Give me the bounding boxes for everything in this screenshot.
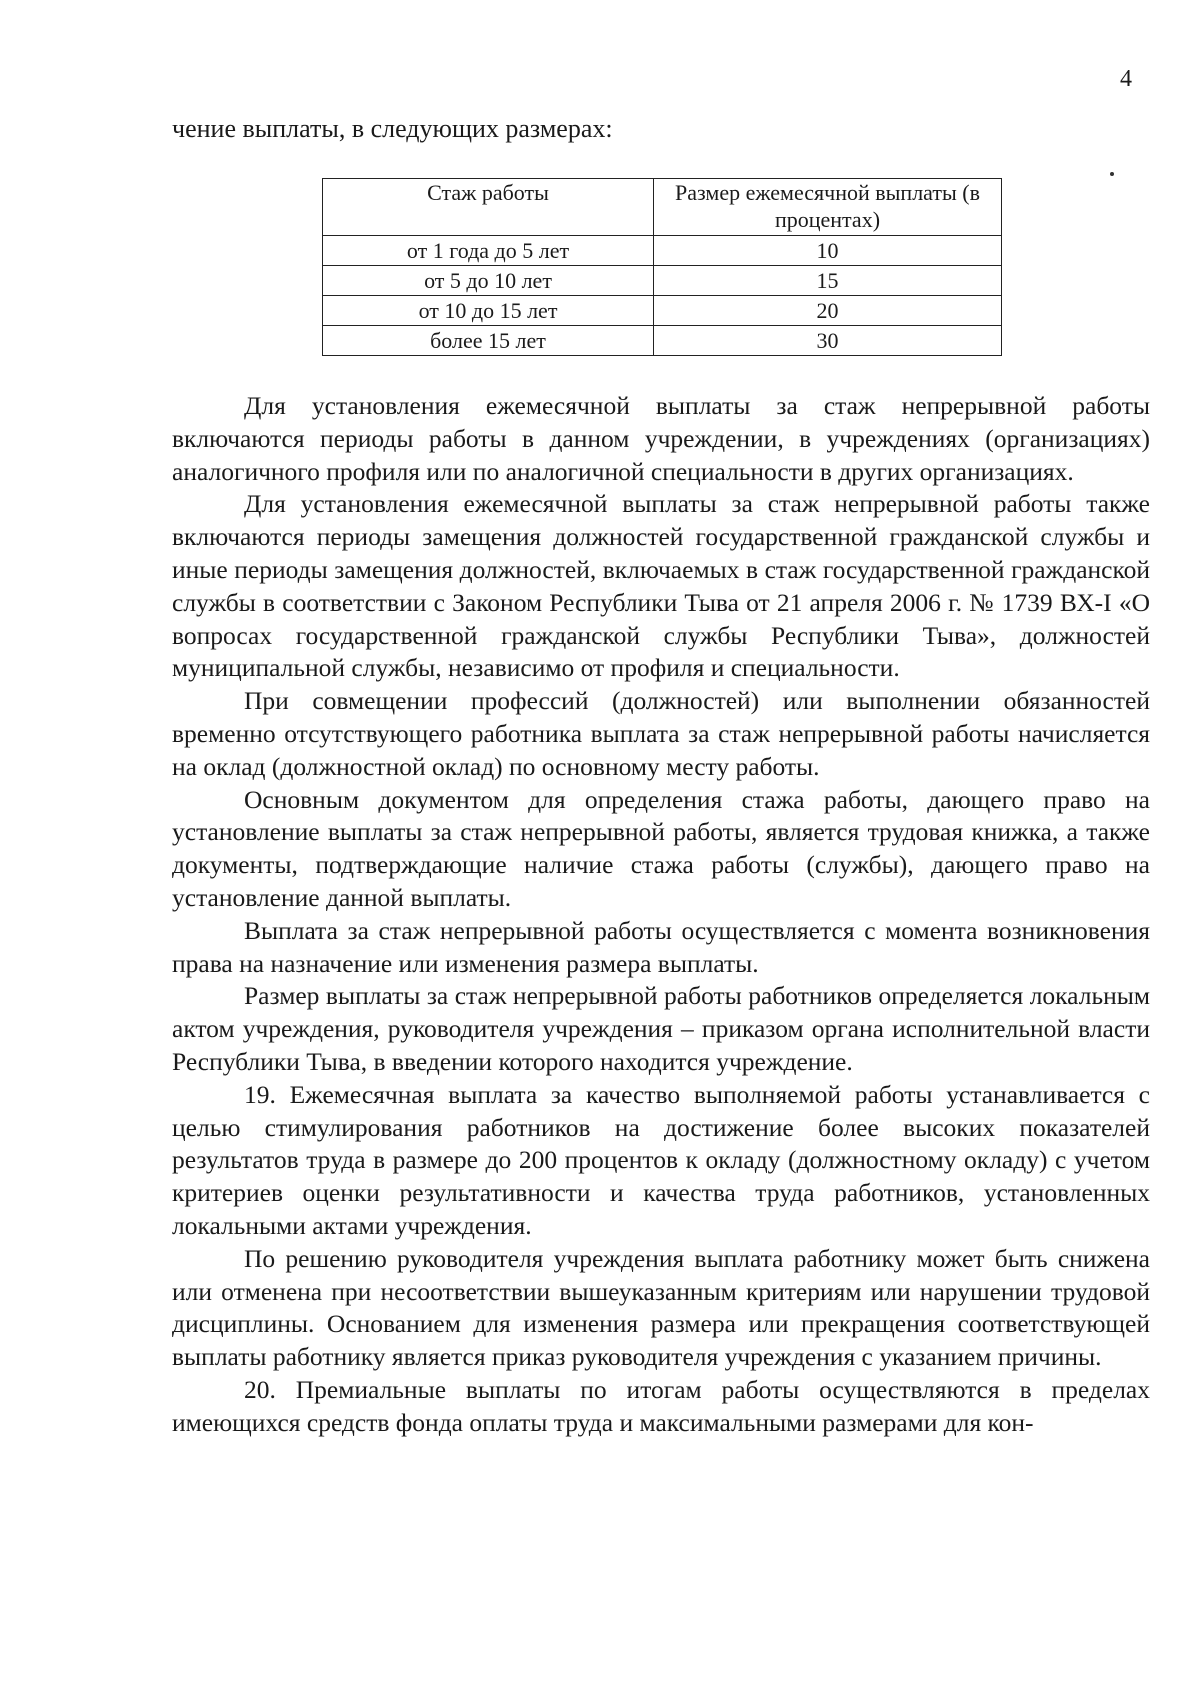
table-header-row	[323, 179, 1002, 236]
cell-percent: 20	[654, 296, 1002, 326]
cell-stage: от 1 года до 5 лет	[323, 236, 654, 266]
table-row	[323, 236, 1002, 266]
paragraph-item-19: 19. Ежемесячная выплата за качество выполняемой работы устанавливается с целью стимулирования работников на достижение более высоких показателей результатов труда в размере до 200 процентов к окладу (должностному окладу) с учетом критериев оценки результативности и качества труда работников, установленных локальными актами учреждения.	[172, 1079, 1150, 1240]
seniority-payment-table	[322, 178, 1002, 356]
paragraph-item-20: 20. Премиальные выплаты по итогам работы осуществляются в пределах имеющихся средств фонда оплаты труда и максимальными размерами для кон-	[172, 1374, 1150, 1437]
table-row	[323, 266, 1002, 296]
header-stage: Стаж работы	[323, 179, 654, 236]
cell-stage: от 10 до 15 лет	[323, 296, 654, 326]
paragraph-periods-included: Для установления ежемесячной выплаты за стаж непрерывной работы включаются периоды работы в данном учреждении, в учреждениях (организациях) аналогичного профиля или по аналогичной специальности в других организациях.	[172, 391, 1150, 486]
page-number: 4	[1120, 66, 1132, 92]
scan-speck	[1110, 172, 1114, 176]
cell-percent: 10	[654, 236, 1002, 266]
document-body	[172, 390, 1150, 1440]
table-row	[323, 296, 1002, 326]
intro-line: чение выплаты, в следующих размерах:	[172, 114, 613, 143]
header-percent: Размер ежемесячной выплаты (в процентах)	[654, 179, 1002, 236]
cell-stage: от 5 до 10 лет	[323, 266, 654, 296]
paragraph-combination: При совмещении профессий (должностей) или выполнении обязанностей временно отсутствующего работника выплата за стаж непрерывной работы начисляется на оклад (должностной оклад) по основному месту работы.	[172, 686, 1150, 781]
paragraph-payment-start: Выплата за стаж непрерывной работы осуществляется с момента возникновения права на назначение или изменения размера выплаты.	[172, 915, 1150, 978]
paragraph-civil-service: Для установления ежемесячной выплаты за стаж непрерывной работы также включаются периоды замещения должностей государственной гражданской службы и иные периоды замещения должностей, включаемых в стаж государственной гражданской службы в соответствии с Законом Республики Тыва от 21 апреля 2006 г. № 1739 ВХ-I «О вопросах государственной гражданской службы Республики Тыва», должностей муниципальной службы, независимо от профиля и специальности.	[172, 489, 1150, 683]
cell-percent: 30	[654, 326, 1002, 356]
paragraph-reduction: По решению руководителя учреждения выплата работнику может быть снижена или отменена при несоответствии вышеуказанным критериям или нарушении трудовой дисциплины. Основанием для изменения размера или прекращения соответствующей выплаты работнику является приказ руководителя учреждения с указанием причины.	[172, 1243, 1150, 1372]
cell-stage: более 15 лет	[323, 326, 654, 356]
table-row	[323, 326, 1002, 356]
cell-percent: 15	[654, 266, 1002, 296]
paragraph-main-document: Основным документом для определения стажа работы, дающего право на установление выплаты за стаж непрерывной работы, является трудовая книжка, а также документы, подтверждающие наличие стажа работы (службы), дающего право на установление данной выплаты.	[172, 784, 1150, 912]
paragraph-payment-size: Размер выплаты за стаж непрерывной работы работников определяется локальным актом учреждения, руководителя учреждения – приказом органа исполнительной власти Республики Тыва, в введении которого находится учреждение.	[172, 981, 1150, 1076]
